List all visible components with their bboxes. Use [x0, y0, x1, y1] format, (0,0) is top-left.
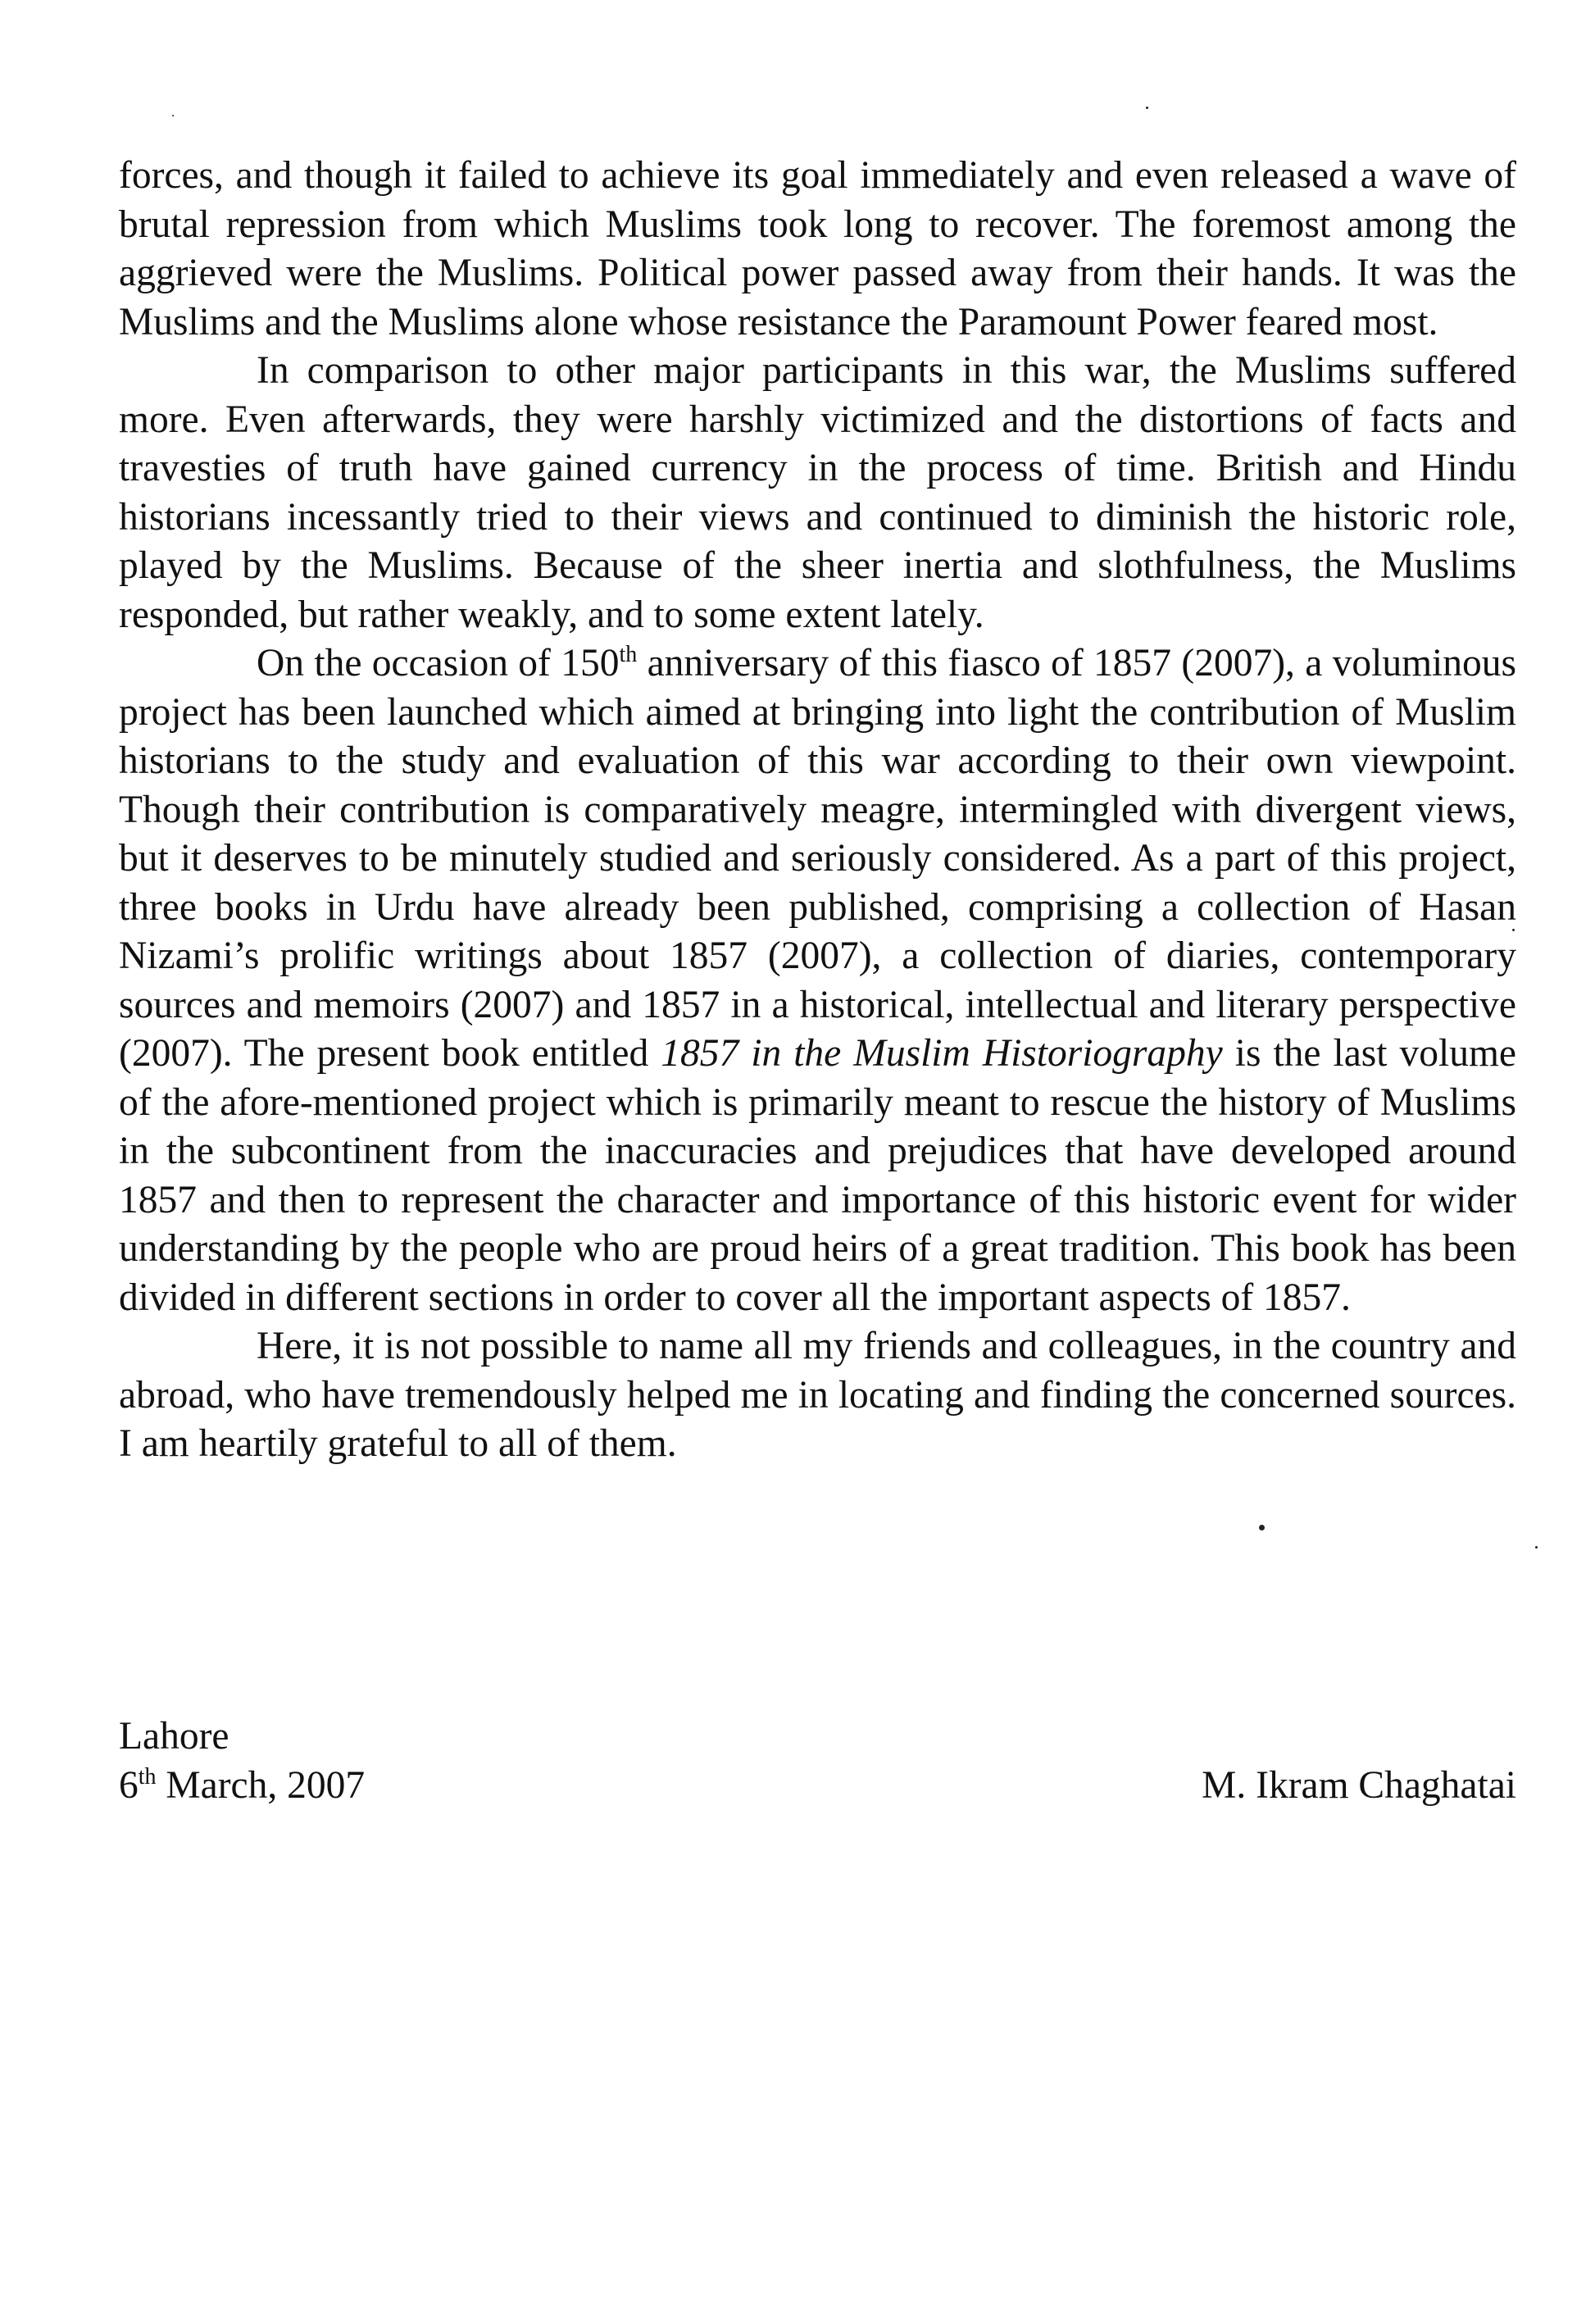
- paragraph-text: Here, it is not possible to name all my friends and colleagues, in the country and abroad, who have tremendously helped me in locating and finding the concerned sources. I am heartily grateful to all of them.: [119, 1325, 1516, 1465]
- scan-speck: [1512, 929, 1515, 931]
- paragraph-text: In comparison to other major participants in this war, the Muslims suffered more. Even afterwards, they were harshly victimized and the distortions of facts and travesties of truth have gained currency in the process of time. British and Hindu historians incessantly tried to their views and continued to diminish the historic role, played by the Muslims. Because of the sheer inertia and slothfulness, the Muslims responded, but rather weakly, and to some extent lately.: [119, 349, 1516, 636]
- signoff-date-rest: March, 2007: [156, 1763, 366, 1807]
- signoff-date-day: 6: [119, 1763, 139, 1807]
- paragraph-text: forces, and though it failed to achieve its goal immediately and even released a wave of brutal repression from which Muslims took long to recover. The foremost among the aggrieved were the Muslims. Political power passed away from their hands. It was the Muslims and the Muslims alone whose resistance the Paramount Power feared most.: [119, 154, 1516, 343]
- signoff-row: [119, 1762, 1516, 1811]
- paragraph-text: anniversary of this fiasco of 1857 (2007), a voluminous project has been launched which aimed at bringing into light the contribution of Muslim historians to the study and evaluation of this war according to their own viewpoint. Though their contribution is comparatively meagre, intermingled with divergent views, but it deserves to be minutely studied and seriously considered. As a part of this project, three books in Urdu have already been published, comprising a collection of Hasan Nizami’s prolific writings about 1857 (2007), a collection of diaries, contemporary sources and memoirs (2007) and 1857 in a historical, intellectual and literary perspective (2007). The present book entitled: [119, 642, 1516, 1075]
- book-title: 1857 in the Muslim Historiography: [661, 1032, 1223, 1075]
- scan-speck: [1259, 1525, 1265, 1530]
- paragraph-text: is the last volume of the afore-mentioned project which is primarily meant to rescue the history of Muslims in the subcontinent from the inaccuracies and prejudices that have developed around 1857 and then to represent the character and importance of this historic event for wider understanding by the people who are proud heirs of a great tradition. This book has been divided in different sections in order to cover all the important aspects of 1857.: [119, 1032, 1516, 1319]
- ordinal-suffix: th: [619, 642, 638, 668]
- scan-speck: [172, 115, 174, 116]
- preface-body: [119, 152, 1516, 1469]
- paragraph-text: On the occasion of 150: [257, 642, 620, 684]
- signoff-date: [119, 1762, 365, 1811]
- paragraph-1: [119, 152, 1516, 347]
- signoff-author: M. Ikram Chaghatai: [1202, 1763, 1516, 1807]
- paragraph-3: [119, 639, 1516, 1322]
- paragraph-2: [119, 347, 1516, 639]
- scan-speck: [1535, 1546, 1538, 1549]
- scan-speck: [1146, 107, 1148, 109]
- paragraph-4: [119, 1322, 1516, 1469]
- signoff-place: Lahore: [119, 1715, 229, 1758]
- signoff-date-suffix: th: [138, 1763, 157, 1790]
- signoff-block: [119, 1712, 1516, 1810]
